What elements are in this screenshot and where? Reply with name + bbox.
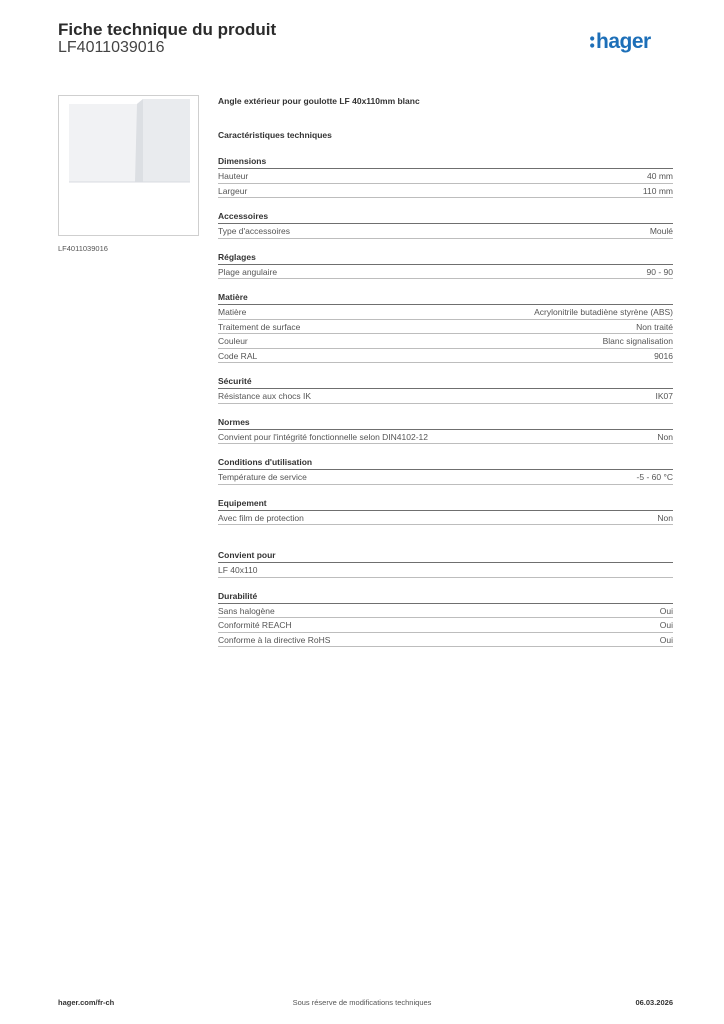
spec-label: Type d'accessoires [218, 226, 291, 236]
image-caption: LF4011039016 [58, 244, 108, 253]
spec-row [218, 511, 673, 526]
group-title: Dimensions [218, 155, 673, 169]
footer-website-link[interactable]: hager.com/fr-ch [58, 998, 115, 1007]
spec-value: Oui [659, 605, 673, 616]
spec-label: Couleur [218, 336, 248, 346]
group-title: Réglages [218, 251, 673, 265]
spec-row [218, 265, 673, 280]
spec-label: LF 40x110 [218, 565, 258, 575]
spec-group [218, 590, 673, 648]
group-title: Conditions d'utilisation [218, 456, 673, 470]
footer-disclaimer: Sous réserve de modifications techniques [292, 998, 432, 1007]
spec-row [218, 430, 673, 445]
spec-label: Convient pour l'intégrité fonctionnelle selon DIN4102-12 [218, 431, 429, 442]
spec-group [218, 416, 673, 445]
product-reference: LF4011039016 [58, 39, 165, 56]
spec-label: Traitement de surface [218, 321, 301, 332]
spec-label: Code RAL [218, 350, 258, 361]
spec-label: Température de service [218, 472, 307, 482]
spec-row [218, 618, 673, 633]
spec-group [218, 456, 673, 485]
spec-row [218, 334, 673, 349]
spec-value: -5 - 60 °C [636, 472, 673, 482]
spec-value: Oui [659, 634, 673, 645]
group-title: Matière [218, 291, 673, 305]
spec-row [218, 305, 673, 320]
spec-value: IK07 [655, 391, 673, 401]
spec-value: Moulé [649, 226, 673, 236]
spec-row [218, 470, 673, 485]
hager-logo [589, 28, 673, 56]
group-title: Durabilité [218, 590, 673, 604]
spec-value: 9016 [654, 350, 673, 361]
spec-content [218, 95, 673, 647]
spec-label: Avec film de protection [218, 512, 304, 523]
brand-name: hager [596, 30, 651, 53]
spec-group [218, 251, 673, 280]
spec-label: Sans halogène [218, 605, 275, 616]
spec-group [218, 375, 673, 404]
spec-value: 90 - 90 [646, 266, 673, 277]
spec-label: Plage angulaire [218, 266, 278, 277]
group-title: Equipement [218, 497, 673, 511]
spec-group [218, 497, 673, 526]
spec-row [218, 563, 673, 578]
spec-row [218, 604, 673, 619]
spec-value: Blanc signalisation [602, 336, 673, 346]
product-name: Angle extérieur pour goulotte LF 40x110mm blanc [218, 96, 420, 106]
spec-value: Non traité [636, 321, 673, 332]
spec-value: Oui [659, 620, 673, 630]
group-title: Accessoires [218, 210, 673, 224]
spec-row [218, 633, 673, 648]
spec-group [218, 549, 673, 578]
spec-value: 110 mm [642, 185, 673, 196]
footer-date: 06.03.2026 [635, 998, 673, 1007]
spec-value: Non [657, 431, 673, 442]
spec-label: Résistance aux chocs IK [218, 391, 312, 401]
spec-group [218, 210, 673, 239]
spec-label: Hauteur [218, 171, 249, 181]
spec-label: Conformité REACH [218, 620, 292, 630]
group-title: Normes [218, 416, 673, 430]
spec-label: Conforme à la directive RoHS [218, 634, 331, 645]
spec-label: Matière [218, 307, 247, 317]
spec-row [218, 320, 673, 335]
spec-group [218, 291, 673, 363]
spec-section-title: Caractéristiques techniques [218, 130, 332, 140]
group-title: Convient pour [218, 549, 673, 563]
spec-row [218, 389, 673, 404]
page-title: Fiche technique du produit [58, 20, 277, 39]
spec-label: Largeur [218, 185, 248, 196]
spec-row [218, 169, 673, 184]
spec-value: Non [657, 512, 673, 523]
spec-group [218, 155, 673, 198]
group-title: Sécurité [218, 375, 673, 389]
spec-row [218, 224, 673, 239]
product-image-frame [58, 95, 199, 236]
spec-value: 40 mm [647, 171, 673, 181]
spec-row [218, 184, 673, 199]
spec-value: Acrylonitrile butadiène styrène (ABS) [534, 307, 673, 317]
product-photo [59, 96, 198, 235]
spec-row [218, 349, 673, 364]
